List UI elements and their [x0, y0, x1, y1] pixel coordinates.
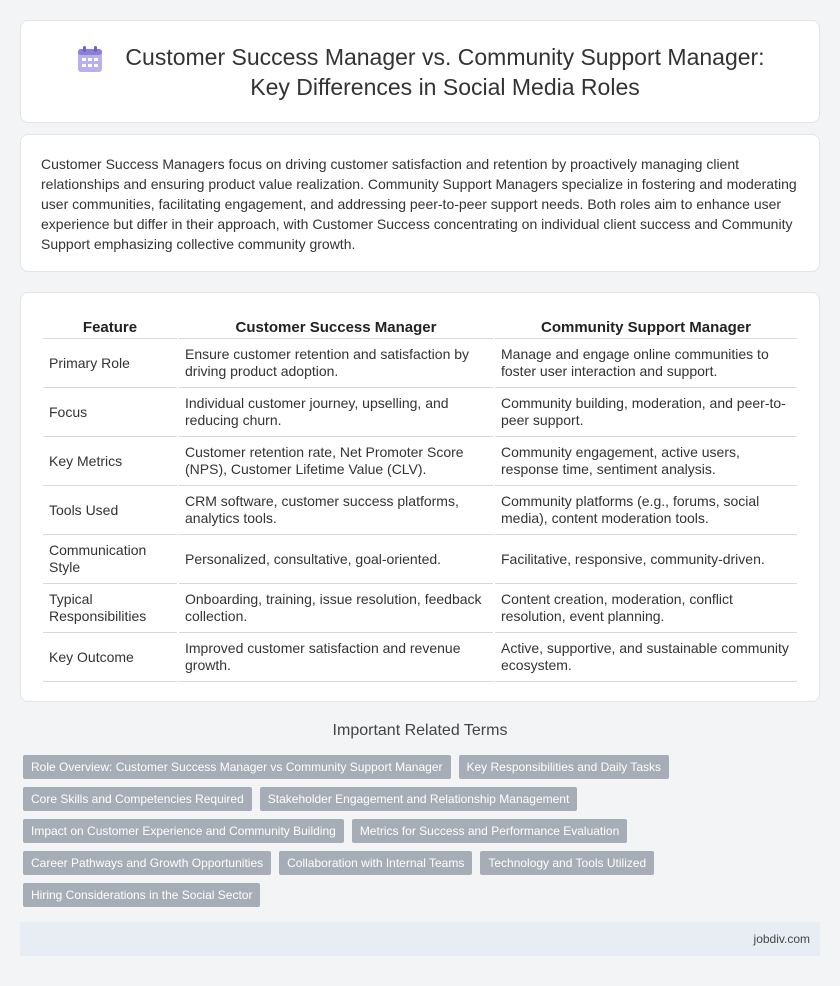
csm-cell: Ensure customer retention and satisfaction by driving product adoption. — [179, 339, 493, 388]
header-community-support: Community Support Manager — [495, 313, 797, 339]
related-term-tag[interactable]: Collaboration with Internal Teams — [279, 851, 472, 875]
footer-site-link[interactable]: jobdiv.com — [753, 932, 810, 946]
feature-cell: Focus — [43, 388, 177, 437]
feature-cell: Typical Responsibilities — [43, 584, 177, 633]
page-title — [125, 42, 764, 102]
csm-cell: CRM software, customer success platforms, analytics tools. — [179, 486, 493, 535]
related-terms-list — [23, 755, 823, 915]
related-term-tag[interactable]: Impact on Customer Experience and Community Building — [23, 819, 344, 843]
header-customer-success: Customer Success Manager — [179, 313, 493, 339]
related-term-tag[interactable]: Metrics for Success and Performance Evaluation — [352, 819, 627, 843]
csm-cell: Personalized, consultative, goal-oriented. — [179, 535, 493, 584]
related-term-tag[interactable]: Hiring Considerations in the Social Sector — [23, 883, 260, 907]
feature-cell: Key Metrics — [43, 437, 177, 486]
page-title-line1: Customer Success Manager vs. Community Support Manager: — [125, 43, 765, 70]
related-term-tag[interactable]: Core Skills and Competencies Required — [23, 787, 252, 811]
footer — [20, 922, 820, 956]
related-term-tag[interactable]: Role Overview: Customer Success Manager vs Community Support Manager — [23, 755, 451, 779]
intro-card — [20, 134, 820, 272]
cspm-cell: Active, supportive, and sustainable community ecosystem. — [495, 633, 797, 682]
related-term-tag[interactable]: Career Pathways and Growth Opportunities — [23, 851, 271, 875]
csm-cell: Onboarding, training, issue resolution, feedback collection. — [179, 584, 493, 633]
table-row — [43, 535, 797, 584]
related-term-tag[interactable]: Stakeholder Engagement and Relationship Management — [260, 787, 578, 811]
table-row — [43, 584, 797, 633]
comparison-table — [41, 313, 799, 682]
cspm-cell: Content creation, moderation, conflict resolution, event planning. — [495, 584, 797, 633]
cspm-cell: Community platforms (e.g., forums, social media), content moderation tools. — [495, 486, 797, 535]
cspm-cell: Community engagement, active users, response time, sentiment analysis. — [495, 437, 797, 486]
table-header-row — [43, 313, 797, 339]
header-feature: Feature — [43, 313, 177, 339]
table-row — [43, 486, 797, 535]
csm-cell: Customer retention rate, Net Promoter Score (NPS), Customer Lifetime Value (CLV). — [179, 437, 493, 486]
page-title-line2: Key Differences in Social Media Roles — [250, 73, 640, 100]
cspm-cell: Community building, moderation, and peer-to-peer support. — [495, 388, 797, 437]
cspm-cell: Facilitative, responsive, community-driven. — [495, 535, 797, 584]
comparison-card — [20, 292, 820, 702]
document-grid-icon — [75, 45, 105, 75]
table-row — [43, 388, 797, 437]
intro-paragraph: Customer Success Managers focus on driving customer satisfaction and retention by proactively managing client relationships and ensuring product value realization. Community Support Managers specialize in fostering and moderating user communities, facilitating engagement, and addressing peer-to-peer support needs. Both roles aim to enhance user experience but differ in their approach, with Customer Success concentrating on individual client success and Community Support emphasizing collective community growth. — [41, 156, 797, 252]
related-term-tag[interactable]: Key Responsibilities and Daily Tasks — [459, 755, 670, 779]
feature-cell: Communication Style — [43, 535, 177, 584]
feature-cell: Tools Used — [43, 486, 177, 535]
title-card — [20, 20, 820, 123]
feature-cell: Primary Role — [43, 339, 177, 388]
table-row — [43, 633, 797, 682]
feature-cell: Key Outcome — [43, 633, 177, 682]
table-row — [43, 437, 797, 486]
cspm-cell: Manage and engage online communities to foster user interaction and support. — [495, 339, 797, 388]
csm-cell: Improved customer satisfaction and revenue growth. — [179, 633, 493, 682]
csm-cell: Individual customer journey, upselling, and reducing churn. — [179, 388, 493, 437]
related-terms-heading: Important Related Terms — [332, 722, 508, 739]
related-term-tag[interactable]: Technology and Tools Utilized — [480, 851, 654, 875]
table-row — [43, 339, 797, 388]
